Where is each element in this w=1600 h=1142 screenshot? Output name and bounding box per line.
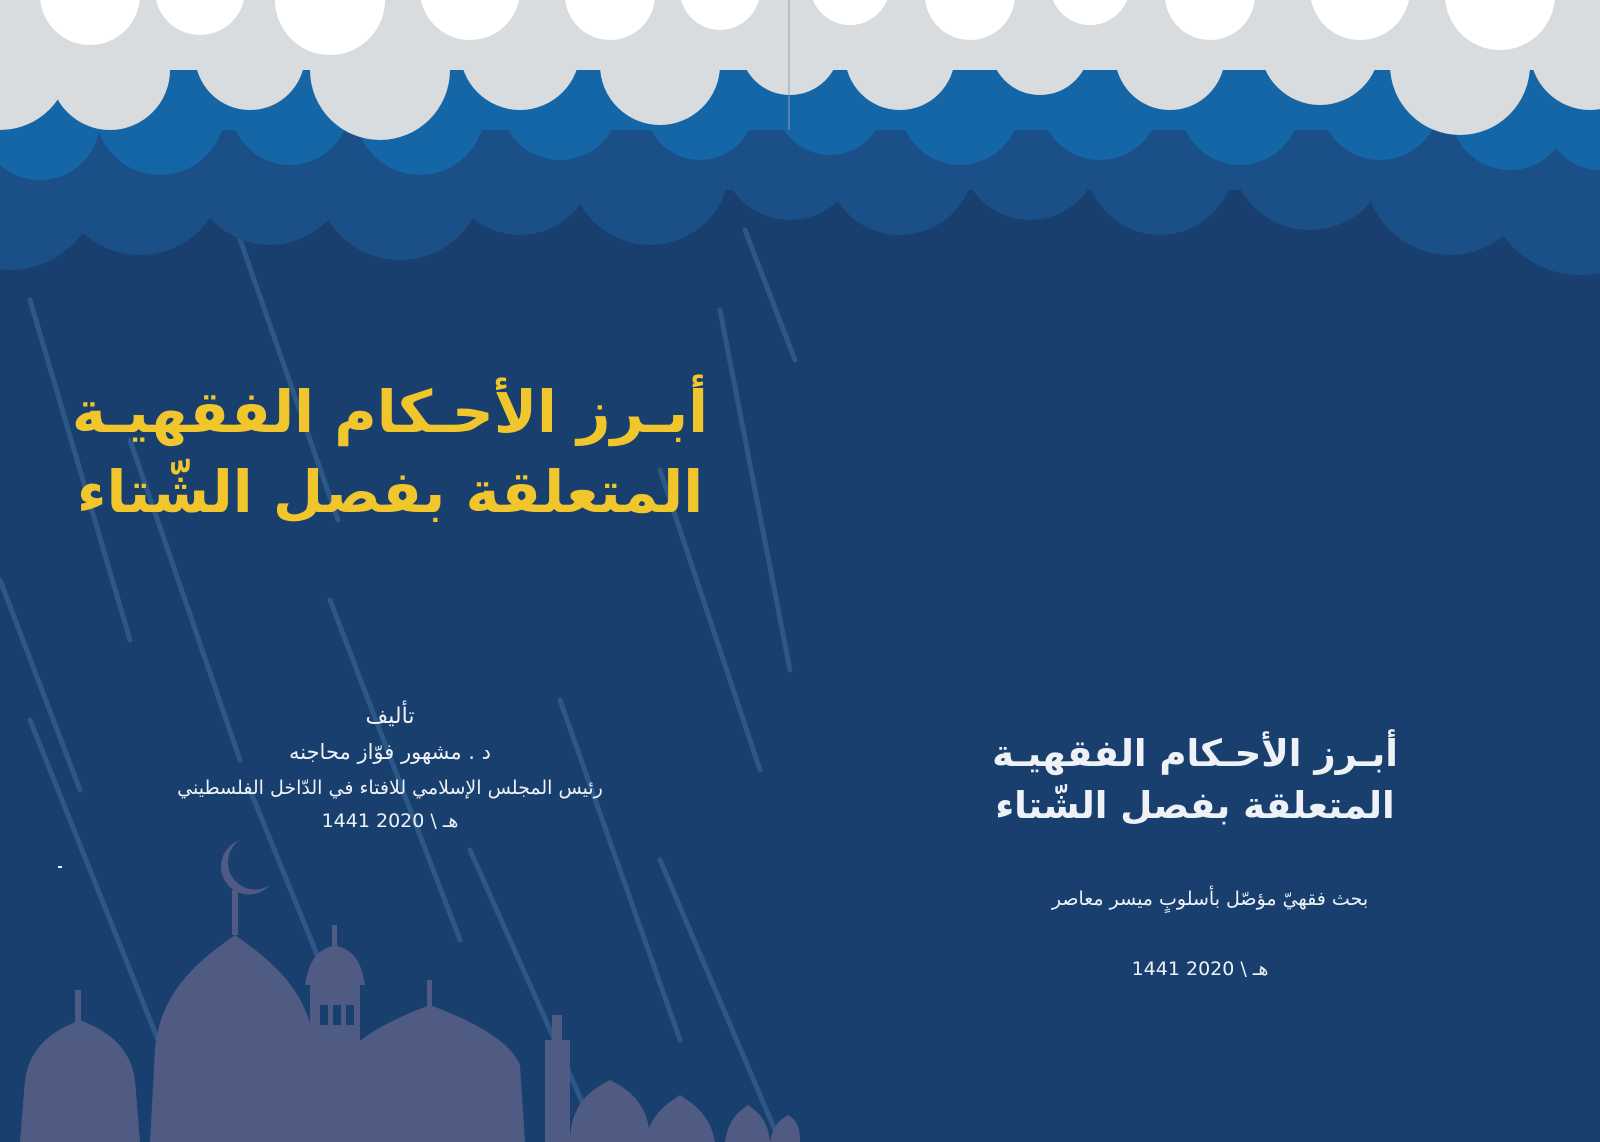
front-cover-date: 1441 هـ \ 2020 (1131, 958, 1269, 980)
mosque-window-details (320, 1005, 354, 1025)
front-title-line-2: المتعلقة بفصل الشّتاء (995, 784, 1395, 827)
back-cover-date: 1441 هـ \ 2020 (321, 810, 459, 832)
back-title-line-1: أبـرز الأحـكام الفقهيـة (71, 378, 709, 446)
front-title-line-1: أبـرز الأحـكام الفقهيـة (992, 732, 1398, 775)
back-title-line-2: المتعلقة بفصل الشّتاء (76, 458, 704, 526)
front-cover-subtitle: بحث فقهيّ مؤصّل بأسلوبٍ ميسر معاصر (1051, 888, 1369, 910)
decorative-dot (58, 866, 62, 868)
author-position: رئيس المجلس الإسلامي للافتاء في الدّاخل الفلسطيني (177, 777, 603, 799)
author-name: د . مشهور فوّاز محاجنه (288, 740, 492, 764)
front-cover-title (930, 728, 1460, 832)
author-block (90, 700, 690, 836)
author-label: تأليف (365, 704, 415, 729)
back-cover-title (40, 372, 740, 532)
